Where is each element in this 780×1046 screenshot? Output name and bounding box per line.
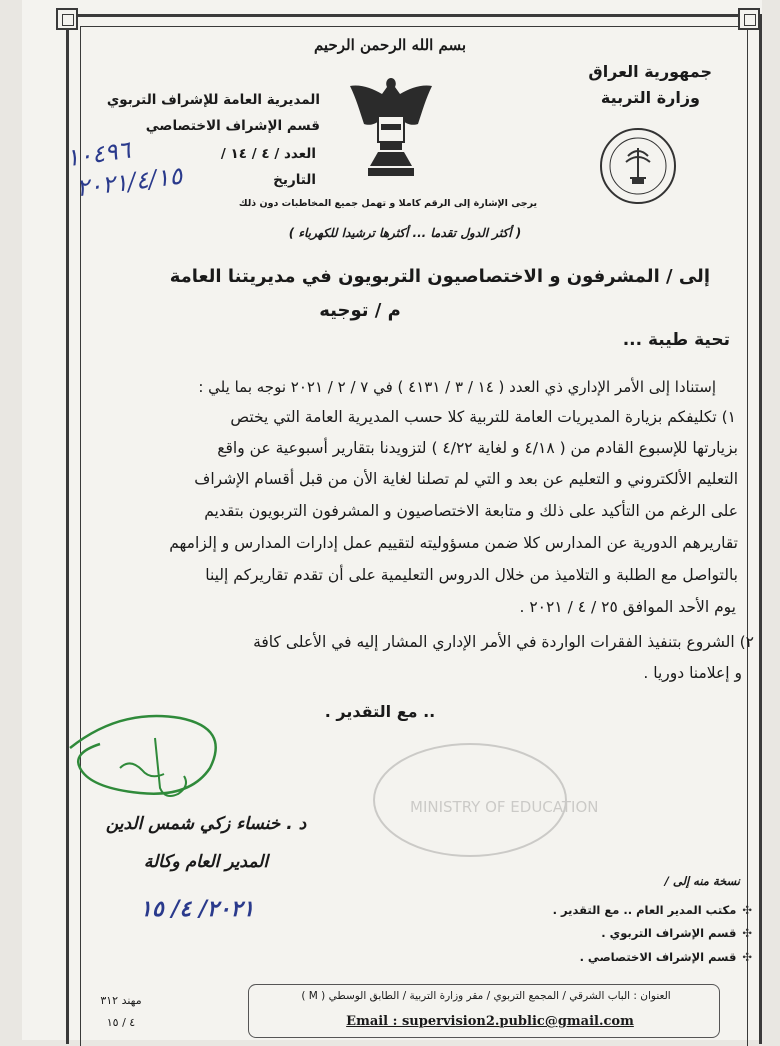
signature-scribble-icon [60, 708, 240, 818]
basmala: بسم الله الرحمن الرحيم [313, 36, 467, 54]
stamp-text: MINISTRY OF EDUCATION [410, 798, 599, 816]
corner-ornament [738, 8, 760, 30]
slogan: ( أكثر الدول تقدما ... أكثرها ترشيدا للكهرباء ) [288, 226, 522, 240]
item1-line: التعليم الألكتروني و التعليم عن بعد و التي لم تصلنا لغاية الأن من قبل أقسام الإشراف [194, 470, 738, 488]
signatory-title: المدير العام وكالة [143, 852, 269, 872]
ministry-seal-icon [598, 126, 678, 206]
signature-date: ٢٠٢١/ ٤/ ١٥ [140, 896, 255, 922]
directorate-name: المديرية العامة للإشراف التربوي [106, 92, 320, 108]
country-name: جمهورية العراق [588, 62, 712, 81]
date-handwritten: ٢٠٢١/٤/١٥ [74, 161, 184, 203]
copy-item-text: قسم الإشراف التربوي . [601, 926, 737, 940]
reference-note: يرجى الإشارة إلى الرقم كاملا و تهمل جميع المخاطبات دون ذلك [238, 198, 538, 209]
number-handwritten: ١٠٤٩٦ [64, 135, 133, 173]
item2-line: ٢) الشروع بتنفيذ الفقرات الواردة في الأمر الإداري المشار إليه في الأعلى كافة [253, 633, 754, 651]
footer-address: العنوان : الباب الشرقي / المجمع التربوي / مقر وزارة التربية / الطابق الوسطي ( M ) [301, 990, 671, 1002]
handwritten-signature [60, 708, 240, 818]
faint-stamp-icon [370, 740, 599, 860]
bullet-icon: ✣ [742, 903, 752, 917]
copy-item [553, 903, 752, 917]
typist-date: ٤ / ١٥ [106, 1016, 136, 1029]
footer-email: Email : supervision2.public@gmail.com [346, 1014, 634, 1029]
item1-line: بزيارتها للإسبوع القادم من ( ٤/١٨ و لغاية ٤/٢٢ ) لتزويدنا بتقارير أسبوعية عن واقع [217, 439, 738, 457]
faint-stamp [370, 740, 599, 860]
ministry-name: وزارة التربية [600, 88, 700, 107]
item1-line: يوم الأحد الموافق ٢٥ / ٤ / ٢٠٢١ . [519, 598, 736, 616]
closing-line: .. مع التقدير . [324, 702, 436, 721]
copies-heading: نسخة منه إلى / [664, 874, 740, 888]
copy-item [580, 950, 752, 964]
item1-line: تقاريرهم الدورية عن المدارس كلا ضمن مسؤوليته لتقييم عمل إدارات المدارس و إلزامهم [169, 534, 738, 552]
signatory-name: د . خنساء زكي شمس الدين [105, 814, 307, 834]
item1-line: على الرغم من التأكيد على ذلك و متابعة الاختصاصيون و المشرفون التربويون بتقديم [204, 502, 738, 520]
intro-paragraph: إستنادا إلى الأمر الإداري ذي العدد ( ١٤ / ٣ / ٤١٣١ ) في ٧ / ٢ / ٢٠٢١ نوجه بما يلي : [198, 378, 716, 396]
item2-line: و إعلامنا دوريا . [643, 664, 742, 682]
corner-ornament [56, 8, 78, 30]
eagle-emblem-icon [348, 72, 434, 182]
copy-item [601, 926, 752, 940]
greeting-line: تحية طيبة ... [622, 330, 730, 350]
bullet-icon: ✣ [742, 950, 752, 964]
typist-note: مهند ٣١٢ [100, 994, 142, 1007]
item1-line: بالتواصل مع الطلبة و التلاميذ من خلال الدروس التعليمية على أن تقدم تقاريركم إلينا [205, 566, 738, 584]
iraq-emblem [348, 72, 434, 182]
date-label: التاريخ [273, 172, 316, 188]
addressee-line: إلى / المشرفون و الاختصاصيون التربويون في مديريتنا العامة [169, 266, 710, 287]
department-name: قسم الإشراف الاختصاصي [145, 118, 320, 134]
copy-item-text: مكتب المدير العام .. مع التقدير . [552, 903, 737, 917]
bullet-icon: ✣ [742, 926, 752, 940]
number-label: العدد / ٤ / ١٤ / [220, 146, 316, 162]
subject-line: م / توجيه [319, 300, 401, 321]
copy-item-text: قسم الإشراف الاختصاصي . [579, 950, 737, 964]
item1-line: ١) تكليفكم بزيارة المديريات العامة للتربية كلا حسب المديرية العامة التي يختص [230, 408, 736, 426]
ministry-seal [598, 126, 678, 206]
